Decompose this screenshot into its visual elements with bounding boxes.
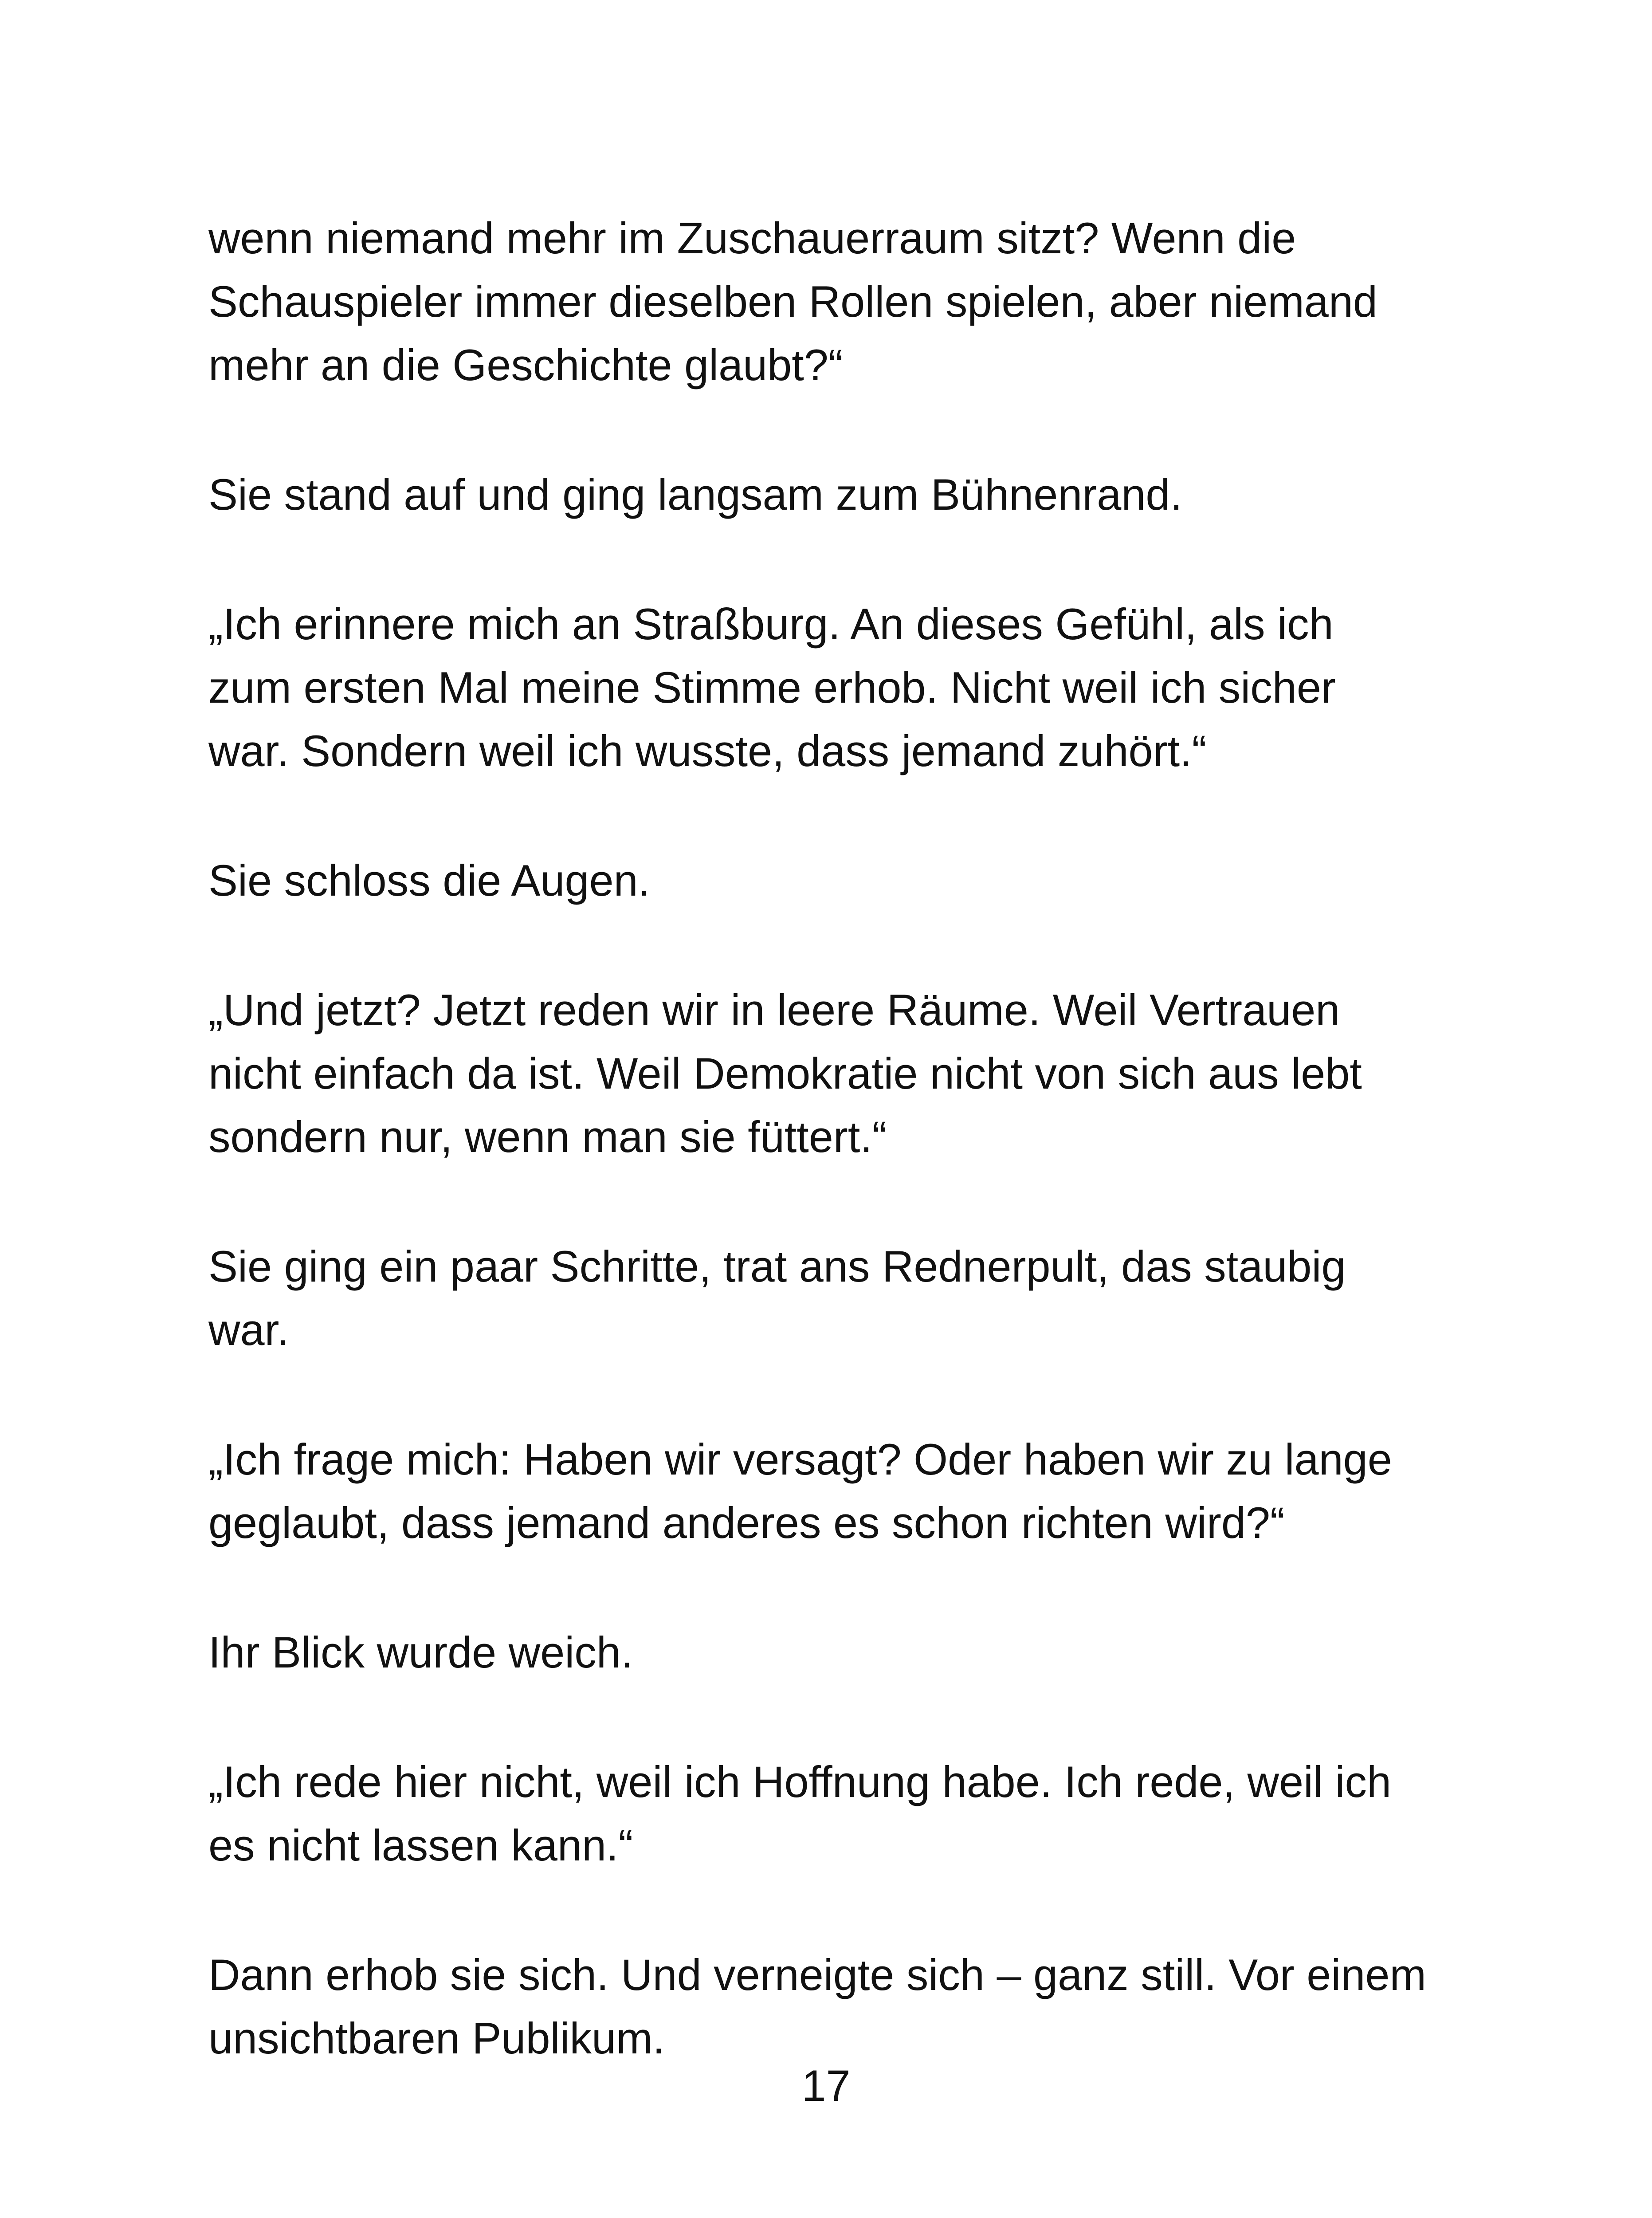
paragraph: Sie ging ein paar Schritte, trat ans Rednerpult, das staubig war. bbox=[208, 1242, 1346, 1354]
paragraph: Dann erhob sie sich. Und verneigte sich – ganz still. Vor einem unsichtbaren Publikum. bbox=[208, 1950, 1426, 2063]
paragraph: Sie schloss die Augen. bbox=[208, 856, 651, 905]
paragraph: „Ich rede hier nicht, weil ich Hoffnung habe. Ich rede, weil ich es nicht lassen kann.“ bbox=[208, 1757, 1392, 1870]
paragraph: wenn niemand mehr im Zuschauerraum sitzt? Wenn die Schauspieler immer dieselben Rollen spielen, aber niemand mehr an die Geschichte glaubt?“ bbox=[208, 213, 1377, 389]
body-text bbox=[208, 206, 1450, 2136]
paragraph: Sie stand auf und ging langsam zum Bühnenrand. bbox=[208, 470, 1182, 519]
paragraph: „Und jetzt? Jetzt reden wir in leere Räume. Weil Vertrauen nicht einfach da ist. Weil Demokratie nicht von sich aus lebt sondern nur, wenn man sie füttert.“ bbox=[208, 985, 1362, 1161]
paragraph: Ihr Blick wurde weich. bbox=[208, 1628, 633, 1677]
paragraph: „Ich frage mich: Haben wir versagt? Oder haben wir zu lange geglaubt, dass jemand anderes es schon richten wird?“ bbox=[208, 1435, 1392, 1547]
page-number: 17 bbox=[801, 2061, 851, 2110]
paragraph: „Ich erinnere mich an Straßburg. An dieses Gefühl, als ich zum ersten Mal meine Stimme erhob. Nicht weil ich sicher war. Sondern weil ich wusste, dass jemand zuhört.“ bbox=[208, 599, 1336, 775]
